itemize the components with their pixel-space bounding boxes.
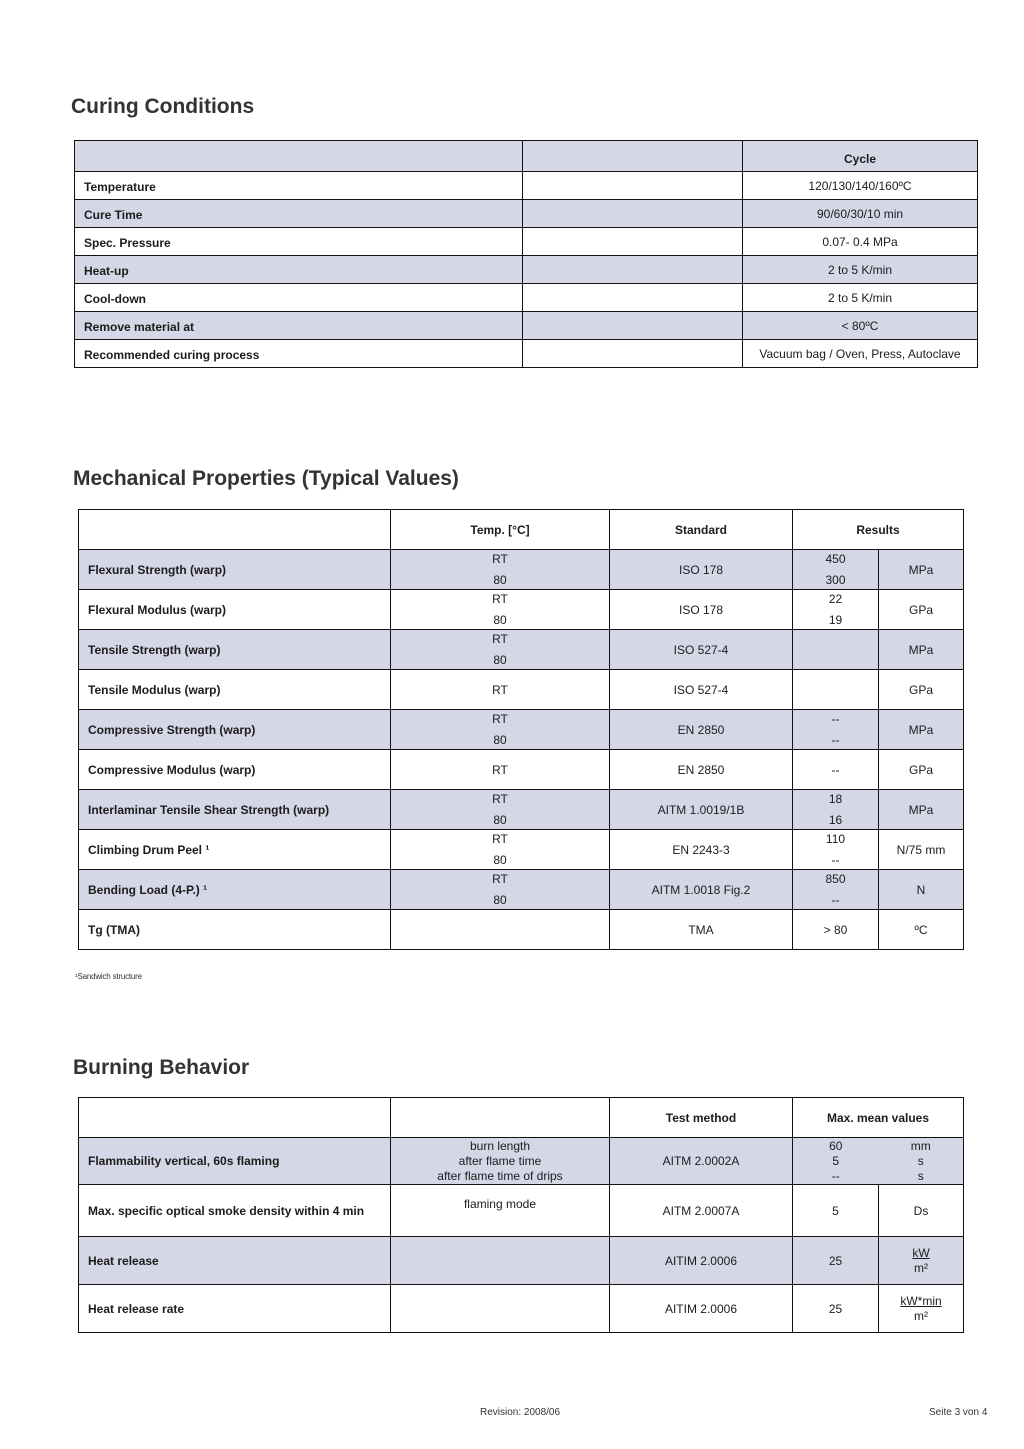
result-cell — [793, 790, 879, 830]
curing-label: Temperature — [75, 172, 523, 200]
unit-text: s — [917, 1153, 924, 1168]
result-cell — [793, 710, 879, 750]
burning-values: 5 — [793, 1185, 879, 1237]
unit-cell: GPa — [879, 590, 964, 630]
standard-cell: ISO 178 — [610, 590, 793, 630]
values-header: Max. mean values — [793, 1098, 964, 1138]
temp-cell — [391, 790, 610, 830]
temp-cell-line: 80 — [493, 613, 507, 627]
table-row — [75, 256, 978, 284]
unit-denominator: m² — [913, 1260, 928, 1275]
results-header: Results — [793, 510, 964, 550]
temp-cell-line: 80 — [493, 893, 507, 907]
result-cell — [793, 670, 879, 710]
burning-label: Flammability vertical, 60s flaming — [79, 1138, 391, 1185]
property-label: Interlaminar Tensile Shear Strength (warp) — [79, 790, 391, 830]
result-cell-line: 110 — [825, 832, 846, 846]
temp-cell — [391, 870, 610, 910]
temp-cell — [391, 710, 610, 750]
curing-label: Remove material at — [75, 312, 523, 340]
condition-text: after flame time of drips — [437, 1168, 563, 1183]
temp-cell-line: 80 — [493, 573, 507, 587]
burning-values: 25 — [793, 1237, 879, 1285]
standard-cell: EN 2850 — [610, 750, 793, 790]
curing-value: Vacuum bag / Oven, Press, Autoclave — [743, 340, 978, 368]
burning-units: Ds — [879, 1185, 964, 1237]
curing-label: Heat-up — [75, 256, 523, 284]
unit-text: s — [917, 1168, 924, 1183]
unit-numerator: kW — [912, 1245, 930, 1260]
temp-cell-line: RT — [492, 632, 508, 646]
table-row — [79, 1237, 964, 1285]
property-label: Tensile Modulus (warp) — [79, 670, 391, 710]
revision-text: Revision: 2008/06 — [480, 1407, 561, 1418]
curing-label: Recommended curing process — [75, 340, 523, 368]
temp-cell: RT — [391, 750, 610, 790]
burning-units — [879, 1138, 964, 1185]
temp-cell — [391, 630, 610, 670]
temp-cell-line: RT — [492, 792, 508, 806]
property-label: Flexural Strength (warp) — [79, 550, 391, 590]
standard-cell: ISO 527-4 — [610, 630, 793, 670]
standard-header: Standard — [610, 510, 793, 550]
result-cell-line: 22 — [828, 592, 843, 606]
burning-label: Heat release rate — [79, 1285, 391, 1333]
standard-cell: AITM 1.0019/1B — [610, 790, 793, 830]
curing-label: Cure Time — [75, 200, 523, 228]
table-row — [79, 590, 964, 630]
burning-units — [879, 1285, 964, 1333]
result-cell-line: 18 — [828, 792, 843, 806]
table-row — [79, 710, 964, 750]
table-row — [75, 228, 978, 256]
result-cell — [793, 870, 879, 910]
table-row — [75, 200, 978, 228]
temp-cell-line: RT — [492, 592, 508, 606]
value-text: 60 — [829, 1138, 843, 1153]
table-row — [79, 910, 964, 950]
unit-fraction — [912, 1246, 929, 1276]
result-cell-line: 300 — [825, 573, 846, 587]
temp-cell-line: 80 — [493, 813, 507, 827]
temp-header: Temp. [°C] — [391, 510, 610, 550]
temp-cell: RT — [391, 670, 610, 710]
property-label: Compressive Modulus (warp) — [79, 750, 391, 790]
footnote: ¹Sandwich structure — [75, 972, 142, 981]
unit-cell: N — [879, 870, 964, 910]
curing-title: Curing Conditions — [71, 95, 255, 118]
curing-value: 90/60/30/10 min — [743, 200, 978, 228]
burning-title: Burning Behavior — [73, 1056, 250, 1079]
result-cell-line: 19 — [828, 613, 843, 627]
burning-label: Heat release — [79, 1237, 391, 1285]
result-cell-line: -- — [831, 853, 840, 867]
unit-cell: GPa — [879, 750, 964, 790]
temp-cell-line: 80 — [493, 733, 507, 747]
mechanical-table — [78, 509, 964, 950]
unit-cell: GPa — [879, 670, 964, 710]
cycle-header: Cycle — [743, 141, 978, 172]
table-row — [75, 312, 978, 340]
temp-cell-line: RT — [492, 832, 508, 846]
unit-numerator: kW*min — [900, 1293, 942, 1308]
result-cell — [793, 630, 879, 670]
unit-denominator: m² — [914, 1308, 928, 1323]
curing-header-row — [75, 141, 978, 172]
burning-method: AITM 2.0007A — [610, 1185, 793, 1237]
result-cell-line: 450 — [825, 552, 846, 566]
temp-cell — [391, 830, 610, 870]
result-cell-line: -- — [831, 893, 840, 907]
table-row — [79, 870, 964, 910]
value-text: -- — [831, 1168, 840, 1183]
unit-cell: MPa — [879, 790, 964, 830]
burning-method: AITIM 2.0006 — [610, 1237, 793, 1285]
table-row — [79, 550, 964, 590]
burning-conditions — [391, 1138, 610, 1185]
standard-cell: TMA — [610, 910, 793, 950]
table-row — [75, 340, 978, 368]
burning-method: AITIM 2.0006 — [610, 1285, 793, 1333]
temp-cell — [391, 590, 610, 630]
curing-label: Spec. Pressure — [75, 228, 523, 256]
temp-cell-line: RT — [492, 712, 508, 726]
burning-conditions: flaming mode — [391, 1185, 610, 1237]
result-cell — [793, 590, 879, 630]
curing-table — [74, 140, 978, 368]
unit-cell: ºC — [879, 910, 964, 950]
result-cell: > 80 — [793, 910, 879, 950]
mechanical-title: Mechanical Properties (Typical Values) — [73, 467, 459, 490]
table-row — [79, 790, 964, 830]
curing-label: Cool-down — [75, 284, 523, 312]
curing-value: < 80ºC — [743, 312, 978, 340]
unit-fraction — [900, 1294, 941, 1324]
property-label: Tg (TMA) — [79, 910, 391, 950]
property-label: Tensile Strength (warp) — [79, 630, 391, 670]
result-cell — [793, 550, 879, 590]
property-label: Climbing Drum Peel ¹ — [79, 830, 391, 870]
curing-value: 2 to 5 K/min — [743, 256, 978, 284]
standard-cell: EN 2243-3 — [610, 830, 793, 870]
property-label: Bending Load (4-P.) ¹ — [79, 870, 391, 910]
table-row — [79, 1185, 964, 1237]
temp-cell-line: 80 — [493, 853, 507, 867]
standard-cell: ISO 178 — [610, 550, 793, 590]
unit-text: mm — [910, 1138, 931, 1153]
curing-value: 2 to 5 K/min — [743, 284, 978, 312]
temp-cell-line: RT — [492, 872, 508, 886]
burning-header-row — [79, 1098, 964, 1138]
table-row — [79, 630, 964, 670]
temp-cell — [391, 550, 610, 590]
burning-table — [78, 1097, 964, 1333]
condition-text: burn length — [469, 1138, 531, 1153]
unit-cell: MPa — [879, 550, 964, 590]
temp-cell-line: 80 — [493, 653, 507, 667]
result-cell: -- — [793, 750, 879, 790]
burning-method: AITM 2.0002A — [610, 1138, 793, 1185]
table-row — [79, 1285, 964, 1333]
unit-cell: MPa — [879, 710, 964, 750]
table-row — [75, 284, 978, 312]
result-cell — [793, 830, 879, 870]
unit-cell: N/75 mm — [879, 830, 964, 870]
table-row — [79, 750, 964, 790]
table-row — [75, 172, 978, 200]
temp-cell — [391, 910, 610, 950]
curing-value: 120/130/140/160ºC — [743, 172, 978, 200]
table-row — [79, 1138, 964, 1185]
result-cell-line: -- — [831, 712, 840, 726]
result-cell-line: 16 — [828, 813, 843, 827]
page-number: Seite 3 von 4 — [929, 1407, 988, 1418]
standard-cell: ISO 527-4 — [610, 670, 793, 710]
mechanical-header-row — [79, 510, 964, 550]
method-header: Test method — [610, 1098, 793, 1138]
burning-label: Max. specific optical smoke density within 4 min — [79, 1185, 391, 1237]
result-cell-line: 850 — [825, 872, 846, 886]
burning-units — [879, 1237, 964, 1285]
temp-cell-line: RT — [492, 552, 508, 566]
unit-cell: MPa — [879, 630, 964, 670]
curing-value: 0.07- 0.4 MPa — [743, 228, 978, 256]
result-cell-line: -- — [831, 733, 840, 747]
property-label: Compressive Strength (warp) — [79, 710, 391, 750]
table-row — [79, 830, 964, 870]
condition-text: after flame time — [458, 1153, 542, 1168]
standard-cell: AITM 1.0018 Fig.2 — [610, 870, 793, 910]
standard-cell: EN 2850 — [610, 710, 793, 750]
value-text: 5 — [832, 1153, 840, 1168]
burning-values — [793, 1138, 879, 1185]
burning-values: 25 — [793, 1285, 879, 1333]
property-label: Flexural Modulus (warp) — [79, 590, 391, 630]
table-row — [79, 670, 964, 710]
